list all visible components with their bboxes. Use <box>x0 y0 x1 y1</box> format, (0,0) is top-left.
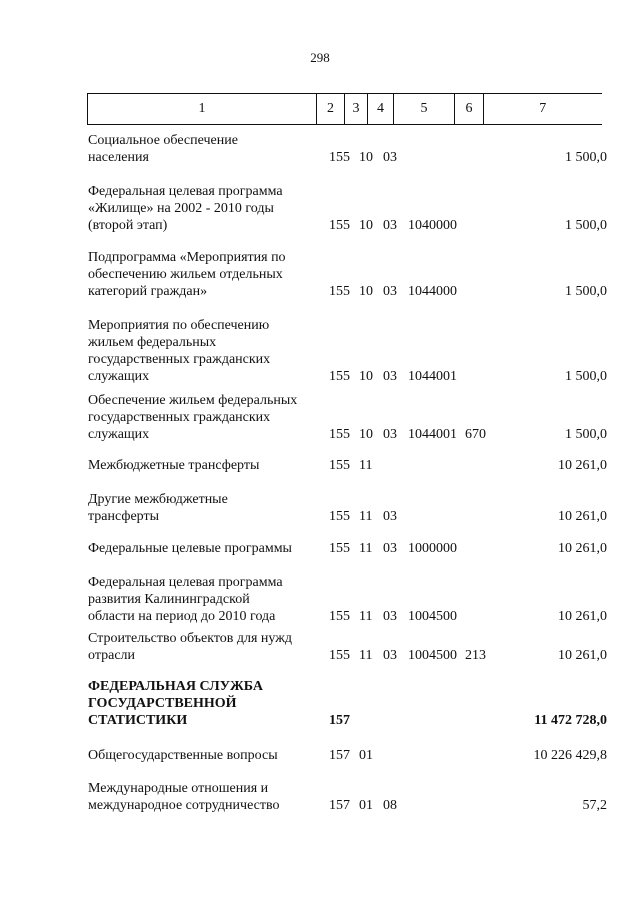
row-name-line: категорий граждан» <box>88 284 208 299</box>
cell-col-2: 155 <box>329 509 350 524</box>
row-name <box>88 183 320 234</box>
table-row <box>0 454 640 474</box>
cell-col-3: 11 <box>359 648 373 663</box>
column-header: 7 <box>484 94 602 125</box>
row-name-line: Федеральная целевая программа <box>88 184 283 199</box>
row-name-line: Международные отношения и <box>88 781 269 796</box>
table-row <box>0 393 640 443</box>
row-name-line: отрасли <box>88 648 136 663</box>
row-name-line: международное сотрудничество <box>88 798 280 813</box>
cell-col-2: 157 <box>329 748 350 763</box>
cell-col-3: 10 <box>359 369 373 384</box>
row-name <box>88 747 320 764</box>
row-name-line: Строительство объектов для нужд <box>88 631 293 646</box>
cell-col-7: 1 500,0 <box>565 284 607 299</box>
cell-col-6: 670 <box>465 427 486 442</box>
table-row <box>0 679 640 729</box>
cell-col-4: 03 <box>383 648 397 663</box>
row-name-line: СТАТИСТИКИ <box>88 713 188 728</box>
row-name-line: обеспечению жильем отдельных <box>88 267 283 282</box>
row-name-line: служащих <box>88 427 150 442</box>
cell-col-4: 03 <box>383 150 397 165</box>
cell-col-7: 1 500,0 <box>565 369 607 384</box>
cell-col-3: 11 <box>359 541 373 556</box>
cell-col-2: 155 <box>329 458 350 473</box>
row-name-line: ФЕДЕРАЛЬНАЯ СЛУЖБА <box>88 679 263 694</box>
page-number: 298 <box>310 50 330 65</box>
row-name <box>88 630 320 664</box>
cell-col-7: 10 226 429,8 <box>533 748 607 763</box>
table-row <box>0 537 640 557</box>
column-header-table <box>87 93 602 125</box>
row-name-line: развития Калининградской <box>88 592 250 607</box>
table-row <box>0 492 640 525</box>
cell-col-7: 10 261,0 <box>558 541 607 556</box>
cell-col-3: 11 <box>359 458 373 473</box>
cell-col-4: 03 <box>383 509 397 524</box>
cell-col-7: 1 500,0 <box>565 150 607 165</box>
row-name-line: служащих <box>88 369 150 384</box>
column-header: 6 <box>455 94 484 125</box>
row-name <box>88 540 320 557</box>
row-name-line: Социальное обеспечение <box>88 133 238 148</box>
cell-col-5: 1004500 <box>408 609 457 624</box>
row-name <box>88 457 320 474</box>
row-name-line: (второй этап) <box>88 218 168 233</box>
cell-col-5: 1044001 <box>408 369 457 384</box>
cell-col-2: 155 <box>329 284 350 299</box>
cell-col-2: 155 <box>329 427 350 442</box>
cell-col-4: 08 <box>383 798 397 813</box>
row-name-line: жильем федеральных <box>88 335 217 350</box>
cell-col-2: 155 <box>329 218 350 233</box>
row-name-line: «Жилище» на 2002 - 2010 годы <box>88 201 274 216</box>
row-name <box>88 491 320 525</box>
table-row <box>0 318 640 385</box>
cell-col-2: 155 <box>329 150 350 165</box>
row-name <box>88 317 320 385</box>
row-name <box>88 249 320 300</box>
cell-col-3: 11 <box>359 609 373 624</box>
row-name <box>88 678 320 729</box>
table-row <box>0 133 640 166</box>
row-name-line: Межбюджетные трансферты <box>88 458 260 473</box>
row-name-line: Мероприятия по обеспечению <box>88 318 270 333</box>
cell-col-4: 03 <box>383 609 397 624</box>
cell-col-2: 155 <box>329 369 350 384</box>
cell-col-5: 1004500 <box>408 648 457 663</box>
cell-col-7: 10 261,0 <box>558 648 607 663</box>
column-header: 1 <box>88 94 317 125</box>
table-row <box>0 184 640 234</box>
cell-col-7: 57,2 <box>582 798 607 813</box>
row-name-line: государственных гражданских <box>88 410 271 425</box>
cell-col-5: 1000000 <box>408 541 457 556</box>
cell-col-5: 1044001 <box>408 427 457 442</box>
table-row <box>0 631 640 664</box>
row-name <box>88 574 320 625</box>
column-header-row <box>88 94 602 125</box>
table-row <box>0 250 640 300</box>
cell-col-7: 10 261,0 <box>558 509 607 524</box>
cell-col-3: 01 <box>359 748 373 763</box>
cell-col-7: 1 500,0 <box>565 427 607 442</box>
cell-col-4: 03 <box>383 369 397 384</box>
table-row <box>0 781 640 814</box>
cell-col-2: 155 <box>329 648 350 663</box>
cell-col-3: 10 <box>359 427 373 442</box>
row-name <box>88 780 320 814</box>
cell-col-3: 01 <box>359 798 373 813</box>
table-row <box>0 575 640 625</box>
row-name <box>88 132 320 166</box>
cell-col-7: 10 261,0 <box>558 458 607 473</box>
row-name-line: ГОСУДАРСТВЕННОЙ <box>88 696 237 711</box>
row-name-line: Федеральная целевая программа <box>88 575 283 590</box>
table-row <box>0 744 640 764</box>
row-name-line: населения <box>88 150 149 165</box>
cell-col-7: 1 500,0 <box>565 218 607 233</box>
cell-col-4: 03 <box>383 541 397 556</box>
row-name-line: трансферты <box>88 509 160 524</box>
row-name-line: государственных гражданских <box>88 352 271 367</box>
cell-col-3: 10 <box>359 150 373 165</box>
row-name-line: Другие межбюджетные <box>88 492 228 507</box>
column-header: 2 <box>317 94 345 125</box>
row-name-line: Общегосударственные вопросы <box>88 748 278 763</box>
column-header: 5 <box>394 94 455 125</box>
cell-col-2: 155 <box>329 541 350 556</box>
cell-col-3: 11 <box>359 509 373 524</box>
cell-col-7: 11 472 728,0 <box>534 713 607 728</box>
row-name-line: Обеспечение жильем федеральных <box>88 393 298 408</box>
cell-col-2: 155 <box>329 609 350 624</box>
cell-col-3: 10 <box>359 284 373 299</box>
cell-col-7: 10 261,0 <box>558 609 607 624</box>
cell-col-6: 213 <box>465 648 486 663</box>
row-name-line: Подпрограмма «Мероприятия по <box>88 250 286 265</box>
column-header: 4 <box>368 94 394 125</box>
cell-col-5: 1044000 <box>408 284 457 299</box>
cell-col-4: 03 <box>383 284 397 299</box>
cell-col-4: 03 <box>383 427 397 442</box>
cell-col-4: 03 <box>383 218 397 233</box>
cell-col-2: 157 <box>329 798 350 813</box>
cell-col-5: 1040000 <box>408 218 457 233</box>
row-name-line: Федеральные целевые программы <box>88 541 292 556</box>
row-name <box>88 392 320 443</box>
column-header: 3 <box>345 94 368 125</box>
cell-col-2: 157 <box>329 713 350 728</box>
cell-col-3: 10 <box>359 218 373 233</box>
row-name-line: области на период до 2010 года <box>88 609 276 624</box>
